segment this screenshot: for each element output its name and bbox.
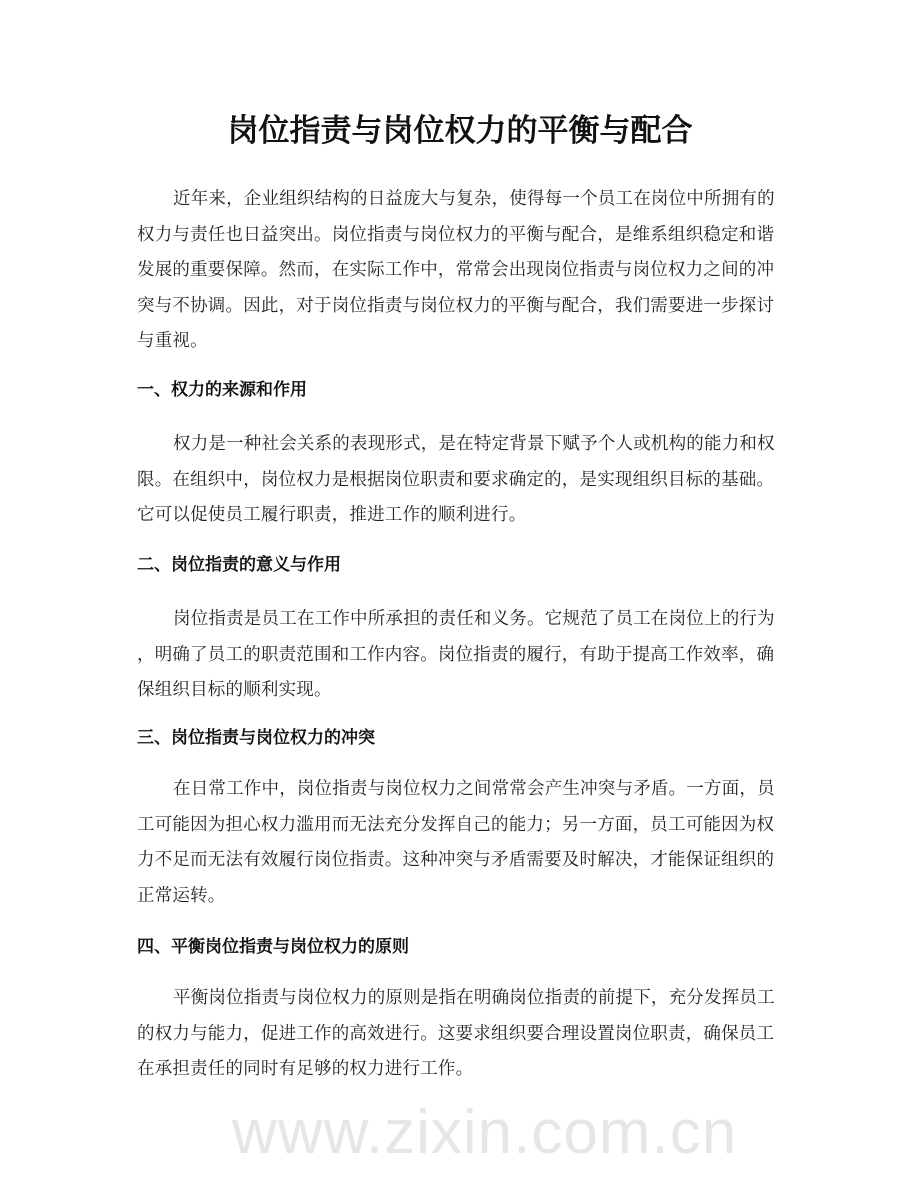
- paragraph-line: 发展的重要保障。然而，在实际工作中，常常会出现岗位指责与岗位权力之间的冲: [137, 260, 775, 281]
- section-heading-2: 二、岗位指责的意义与作用: [137, 555, 341, 575]
- paragraph-line: 突与不协调。因此，对于岗位指责与岗位权力的平衡与配合，我们需要进一步探讨: [137, 295, 775, 316]
- section-heading-1: 一、权力的来源和作用: [137, 380, 307, 400]
- paragraph-line: 在日常工作中，岗位指责与岗位权力之间常常会产生冲突与矛盾。一方面，员: [173, 779, 775, 799]
- section-paragraph-4: [137, 981, 787, 1088]
- section-paragraph-3: [137, 772, 787, 914]
- paragraph-line: 在承担责任的同时有足够的权力进行工作。: [137, 1059, 474, 1080]
- section-paragraph-1: [137, 427, 787, 534]
- paragraph-line: 限。在组织中，岗位权力是根据岗位职责和要求确定的，是实现组织目标的基础。: [137, 469, 775, 490]
- paragraph-line: 力不足而无法有效履行岗位指责。这种冲突与矛盾需要及时解决，才能保证组织的: [137, 850, 775, 871]
- paragraph-line: 保组织目标的顺利实现。: [137, 680, 332, 701]
- intro-paragraph: [137, 182, 787, 360]
- document-title: 岗位指责与岗位权力的平衡与配合: [227, 113, 693, 149]
- section-heading-4: 四、平衡岗位指责与岗位权力的原则: [137, 937, 409, 957]
- paragraph-line: 岗位指责是员工在工作中所承担的责任和义务。它规范了员工在岗位上的行为: [173, 609, 775, 629]
- paragraph-line: 权力与责任也日益突出。岗位指责与岗位权力的平衡与配合，是维系组织稳定和谐: [137, 224, 775, 245]
- paragraph-line: 正常运转。: [137, 885, 226, 906]
- paragraph-line: 工可能因为担心权力滥用而无法充分发挥自己的能力；另一方面，员工可能因为权: [137, 814, 775, 835]
- paragraph-line: 的权力与能力，促进工作的高效进行。这要求组织要合理设置岗位职责，确保员工: [137, 1023, 775, 1044]
- section-heading-3: 三、岗位指责与岗位权力的冲突: [137, 728, 375, 748]
- paragraph-line: 权力是一种社会关系的表现形式，是在特定背景下赋予个人或机构的能力和权: [173, 434, 775, 454]
- paragraph-line: 与重视。: [137, 331, 208, 352]
- section-paragraph-2: [137, 602, 787, 709]
- paragraph-line: ，明确了员工的职责范围和工作内容。岗位指责的履行，有助于提高工作效率，确: [137, 644, 775, 665]
- paragraph-line: 近年来，企业组织结构的日益庞大与复杂，使得每一个员工在岗位中所拥有的: [173, 189, 775, 209]
- paragraph-line: 平衡岗位指责与岗位权力的原则是指在明确岗位指责的前提下，充分发挥员工: [173, 988, 775, 1008]
- watermark: www.zixin.com.cn: [232, 1098, 738, 1167]
- paragraph-line: 它可以促使员工履行职责，推进工作的顺利进行。: [137, 505, 527, 526]
